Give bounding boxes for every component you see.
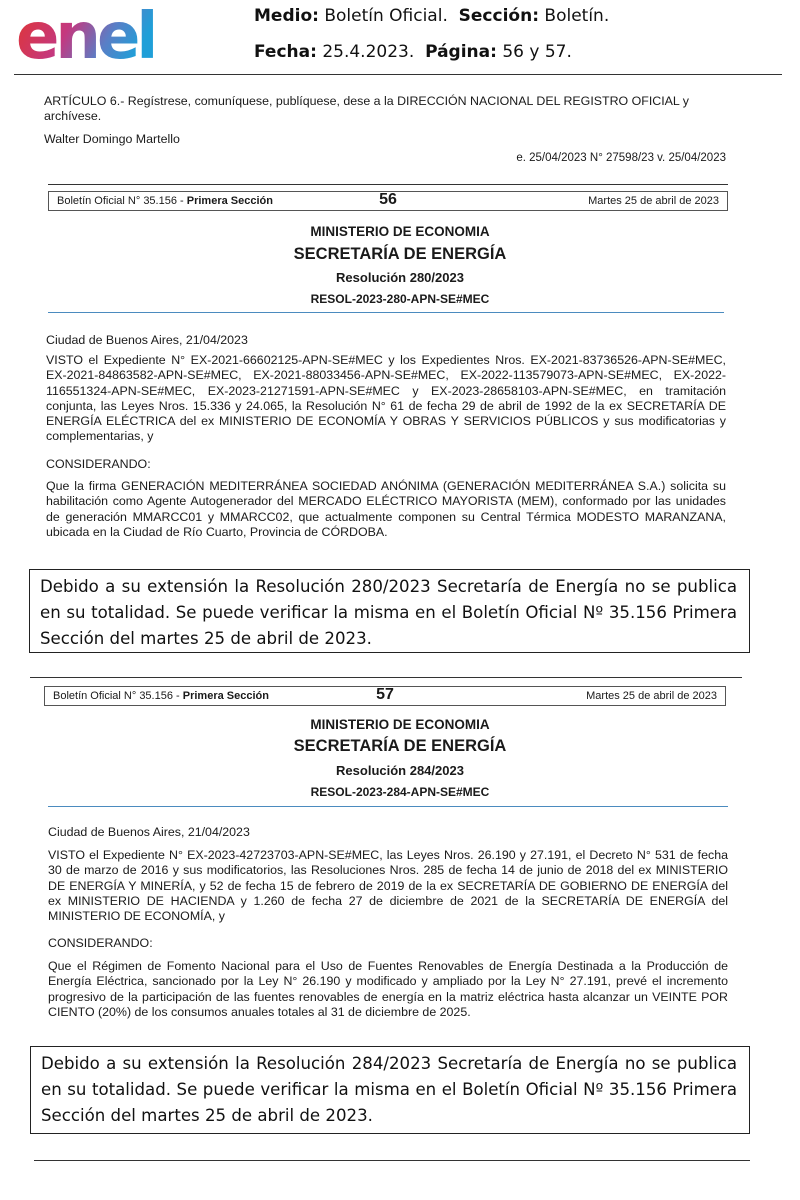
ministry-title: MINISTERIO DE ECONOMIA [310, 717, 490, 732]
page56-top-rule [48, 184, 728, 185]
secretary-title: SECRETARÍA DE ENERGÍA [293, 737, 507, 755]
considerando-heading: CONSIDERANDO: [48, 936, 153, 950]
previous-article-text: ARTÍCULO 6.- Regístrese, comuníquese, publíquese, dese a la DIRECCIÓN NACIONAL DEL REGISTRO OFICIAL y archívese. [44, 94, 690, 124]
pagina-label: Página: [425, 42, 497, 62]
boletin-bar-date: Martes 25 de abril de 2023 [588, 195, 719, 207]
page57-boletin-bar [44, 686, 726, 706]
fecha-label: Fecha: [254, 42, 317, 62]
header-divider [14, 74, 782, 75]
ministry-title: MINISTERIO DE ECONOMIA [310, 224, 490, 239]
pagina-value: 56 y 57. [502, 42, 572, 62]
header-line-1 [254, 6, 609, 26]
resolution-code: RESOL-2023-280-APN-SE#MEC [310, 292, 490, 306]
page56-blue-rule [48, 312, 724, 313]
bottom-divider [34, 1160, 750, 1161]
logo-wordmark: enel [16, 4, 155, 66]
section-divider [30, 677, 742, 678]
page57-notice-box [30, 1046, 750, 1134]
medio-value: Boletín Oficial. [324, 6, 448, 26]
visto-paragraph: VISTO el Expediente N° EX-2023-42723703-APN-SE#MEC, las Leyes Nros. 26.190 y 27.191, el Decreto N° 531 de fecha 30 de marzo de 2016 y sus modificatorios, las Resoluciones Nros. 285 de fecha 14 de junio de 2018 del ex MINISTERIO DE ENERGÍA Y MINERÍA, y 52 de fecha 15 de febrero de 2019 de la ex SECRETARÍA DE GOBIERNO DE ENERGÍA del ex MINISTERIO DE HACIENDA y 1.260 de fecha 27 de diciembre de 2021 de la SECRETARÍA DE ENERGÍA del MINISTERIO DE ECONOMÍA, y [48, 848, 728, 924]
page-number: 57 [376, 686, 394, 703]
seccion-value: Boletín. [544, 6, 610, 26]
place-date: Ciudad de Buenos Aires, 21/04/2023 [48, 825, 250, 839]
boletin-bar-left: Boletín Oficial N° 35.156 - Primera Sección [57, 195, 273, 207]
page57-blue-rule [48, 806, 728, 807]
considerando-paragraph: Que la firma GENERACIÓN MEDITERRÁNEA SOCIEDAD ANÓNIMA (GENERACIÓN MEDITERRÁNEA S.A.) solicita su habilitación como Agente Autogenerador del MERCADO ELÉCTRICO MAYORISTA (MEM), conformado por las unidades de generación MMARCC01 y MMARCC02, que actualmente componen su Central Térmica MODESTO MARANZANA, ubicada en la Ciudad de Río Cuarto, Provincia de CÓRDOBA. [46, 479, 726, 539]
publication-reference: e. 25/04/2023 N° 27598/23 v. 25/04/2023 [516, 152, 726, 164]
medio-label: Medio: [254, 6, 319, 26]
notice-text: Debido a su extensión la Resolución 280/2023 Secretaría de Energía no se publica en su totalidad. Se puede verificar la misma en el Boletín Oficial Nº 35.156 Primera Sección del martes 25 de abril de 2023. [40, 577, 737, 648]
page56-notice-box [29, 569, 750, 653]
fecha-value: 25.4.2023. [322, 42, 415, 62]
place-date: Ciudad de Buenos Aires, 21/04/2023 [46, 333, 248, 347]
seccion-label: Sección: [458, 6, 539, 26]
notice-text: Debido a su extensión la Resolución 284/2023 Secretaría de Energía no se publica en su totalidad. Se puede verificar la misma en el Boletín Oficial Nº 35.156 Primera Sección del martes 25 de abril de 2023. [41, 1054, 737, 1125]
boletin-bar-date: Martes 25 de abril de 2023 [586, 690, 717, 702]
secretary-title: SECRETARÍA DE ENERGÍA [293, 245, 507, 263]
resolution-title: Resolución 280/2023 [336, 270, 464, 285]
considerando-paragraph: Que el Régimen de Fomento Nacional para el Uso de Fuentes Renovables de Energía Destinada a la Producción de Energía Eléctrica, sancionado por la Ley N° 26.190 y modificado y ampliado por la Ley N° 27.191, prevé el incremento progresivo de la participación de las fuentes renovables de energía en la matriz eléctrica hasta alcanzar un VEINTE POR CIENTO (20%) de los consumos anuales totales al 31 de diciembre de 2025. [48, 959, 728, 1019]
page56-boletin-bar [48, 191, 728, 211]
considerando-heading: CONSIDERANDO: [46, 457, 151, 471]
resolution-title: Resolución 284/2023 [336, 763, 464, 778]
page-number: 56 [379, 191, 397, 208]
header-line-2 [254, 42, 572, 62]
resolution-code: RESOL-2023-284-APN-SE#MEC [310, 785, 490, 799]
visto-paragraph: VISTO el Expediente N° EX-2021-66602125-APN-SE#MEC y los Expedientes Nros. EX-2021-83736526-APN-SE#MEC, EX-2021-84863582-APN-SE#MEC, EX-2021-88033456-APN-SE#MEC, EX-2022-113579073-APN-SE#MEC, EX-2022-116551324-APN-SE#MEC, EX-2023-21271591-APN-SE#MEC y EX-2023-28658103-APN-SE#MEC, en tramitación conjunta, las Leyes Nros. 15.336 y 24.065, la Resolución N° 61 de fecha 29 de abril de 1992 de la ex SECRETARÍA DE ENERGÍA ELÉCTRICA del ex MINISTERIO DE ECONOMÍA Y OBRAS Y SERVICIOS PÚBLICOS y sus modificatorias y complementarias, y [46, 353, 726, 444]
enel-logo [16, 4, 181, 66]
boletin-bar-left: Boletín Oficial N° 35.156 - Primera Sección [53, 690, 269, 702]
previous-article-signature: Walter Domingo Martello [44, 132, 180, 146]
